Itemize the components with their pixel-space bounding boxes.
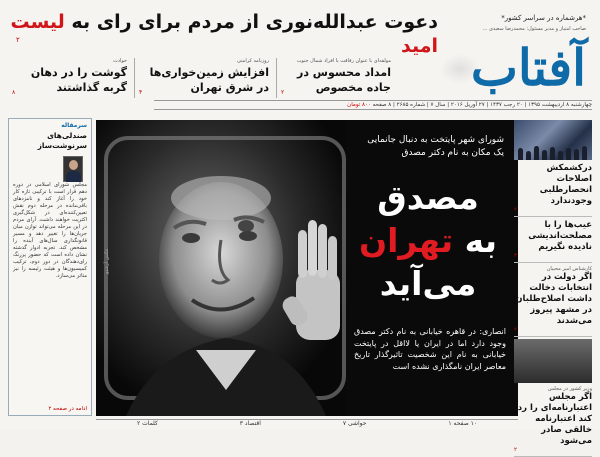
- teaser-kicker: روزنامه کرامتی: [237, 58, 269, 64]
- side-story-title: اگر مجلس اعتبارنامه‌ای را رد کند اعتبارنامه خالقی صادر می‌شود: [517, 392, 592, 446]
- editorial-column[interactable]: [8, 118, 92, 416]
- teaser-item[interactable]: [8, 58, 132, 98]
- masthead: [440, 14, 590, 102]
- price: ۸۰۰ تومان: [347, 102, 371, 108]
- teaser-title: گوشت را در دهان گربه گذاشتند: [30, 66, 127, 94]
- side-story-page-ref: ۳: [514, 253, 517, 259]
- index-item[interactable]: کلمات ۲: [136, 420, 158, 427]
- crowd-photo: [514, 120, 592, 160]
- side-story-page-ref: ۲: [514, 447, 517, 453]
- continue-link[interactable]: ادامه در صفحه ۲: [48, 406, 87, 412]
- side-story-title: اگر دولت در انتخابات دخالت داشت اصلاح‌طلبان در مشهد پیروز می‌شدند: [515, 272, 592, 326]
- teaser-kicker: مولفه‌ای با عنوان رفاقت با افراد شمال جنوب: [296, 58, 391, 64]
- teaser-row: [8, 58, 396, 98]
- side-story[interactable]: [514, 383, 592, 457]
- top-headline-page-ref: ۲: [16, 36, 20, 44]
- lead-story[interactable]: [96, 120, 518, 416]
- top-headline[interactable]: [8, 10, 438, 58]
- side-story-title: درکشمکش اصلاحات انحصارطلبی وجودندارد: [539, 163, 592, 206]
- dateline: [154, 100, 592, 110]
- teaser-item[interactable]: [134, 58, 274, 98]
- portrait-photo: [96, 120, 346, 416]
- author-avatar: [63, 156, 83, 182]
- top-headline-highlight: لیست امید: [10, 11, 438, 57]
- teaser-item[interactable]: [276, 58, 396, 98]
- dateline-text: چهارشنبه ۸ اردیبهشت ۱۳۹۵ | ۲۰ رجب ۱۴۳۷ | ۲۷ آوریل ۲۰۱۶ | سال ۷ | شماره ۲۶۸۵ | ۸ صفحه: [372, 102, 592, 108]
- side-story[interactable]: [514, 263, 592, 337]
- teaser-title: امداد محسوس در جاده مخصوص: [297, 66, 391, 94]
- right-news-column: [514, 120, 592, 453]
- side-story[interactable]: [514, 217, 592, 263]
- index-item[interactable]: ۱۰ صفحه ۱: [448, 420, 478, 427]
- teaser-page-ref: ۴: [139, 89, 143, 96]
- teaser-page-ref: ۸: [12, 89, 16, 96]
- index-item[interactable]: اقتصاد ۳: [239, 420, 261, 427]
- lead-summary: انصاری: در قاهره خیابانی به نام دکتر مصدق وجود دارد اما در ایران یا لااقل در پایتخت خیابانی به نام این شخصیت تاثیرگذار تاریخ معاصر ایران نامگذاری نشده است: [354, 327, 506, 371]
- lead-kicker: شورای شهر پایتخت به دنبال جانمایی یک مکان به نام دکتر مصدق: [367, 135, 504, 158]
- masthead-subline: صاحب امتیاز و مدیر مسئول: محمدرضا سعیدی ...: [482, 26, 586, 32]
- editorial-headline: صندلی‌های سرنوشت‌ساز: [37, 131, 87, 150]
- photo-caption: عکس آرشیو: [104, 248, 110, 274]
- teaser-page-ref: ۲: [281, 89, 285, 96]
- bottom-index-strip: [96, 419, 518, 430]
- teaser-kicker: حوادث: [113, 58, 127, 64]
- lead-headline-word: به: [464, 221, 498, 260]
- side-story-kicker: وزیر کشور در مجلس: [547, 386, 592, 392]
- side-story-page-ref: ۲: [514, 207, 517, 213]
- lead-headline-line3: می‌آید: [379, 264, 477, 303]
- editorial-label: سرمقاله: [61, 122, 87, 129]
- top-headline-text: دعوت عبدالله‌نوری از مردم برای رای به: [71, 11, 438, 33]
- side-story-kicker: کارشناس امیر محبیان: [546, 266, 592, 272]
- side-story[interactable]: [514, 160, 592, 217]
- editorial-body: مجلس شورای اسلامی در دوره دهم قرار است با ترکیبی تازه کار خود را آغاز کند و نامزدهای باقی‌مانده در مرحله دوم نقش تعیین‌کننده‌ای در شکل‌گیری اکثریت خواهند داشت. آرای مردم در این مرحله می‌تواند توازن میان جریان‌ها را تغییر دهد و مسیر قانونگذاری سال‌های آینده را مشخص کند. تجربه ادوار گذشته نشان داده است که حضور پررنگ رای‌دهندگان در دور دوم، ترکیب کمیسیون‌ها و هیئت رئیسه را نیز متاثر می‌سازد.: [13, 182, 87, 279]
- lead-headline-highlight: تهران: [358, 221, 454, 260]
- side-story-page-ref: ۲: [514, 327, 517, 333]
- newspaper-logo: آفتاب: [470, 38, 586, 97]
- lead-headline-line1: مصدق: [377, 178, 479, 217]
- teaser-title: افزایش زمین‌خواری‌ها در شرق تهران: [149, 66, 269, 94]
- index-item[interactable]: حواشی ۷: [342, 420, 367, 427]
- lead-headline-line2: [348, 219, 508, 262]
- masthead-tagline: *هرشماره در سراسر کشور*: [501, 14, 586, 22]
- side-story-title: عیب‌ها را با مصلحت‌اندیشی نادیده نگیریم: [528, 220, 592, 252]
- side-photo: [514, 339, 592, 383]
- lead-headline: [348, 176, 508, 305]
